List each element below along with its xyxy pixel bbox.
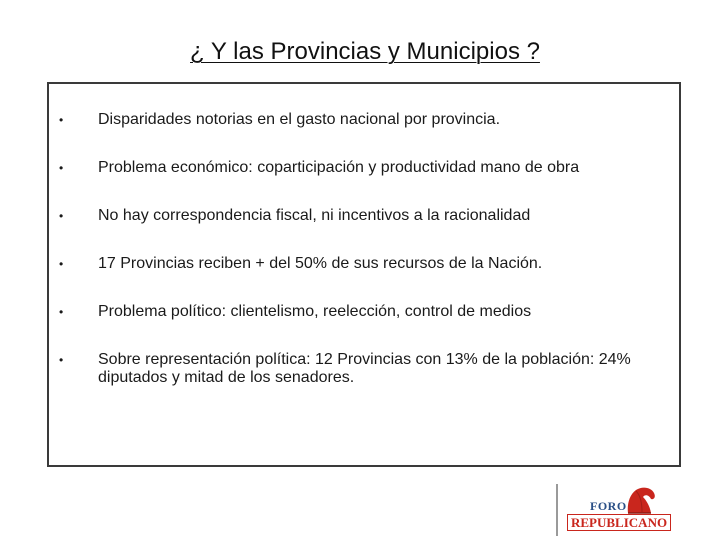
bullet-marker: • xyxy=(59,257,64,271)
bullet-text: Problema económico: coparticipación y productividad mano de obra xyxy=(98,159,580,176)
bullet-marker: • xyxy=(59,161,64,175)
bullet-text: Disparidades notorias en el gasto nacional por provincia. xyxy=(98,111,501,128)
foro-republicano-logo xyxy=(556,482,716,538)
bullet-text: 17 Provincias reciben + del 50% de sus recursos de la Nación. xyxy=(98,255,543,272)
bullet-marker: • xyxy=(59,353,64,367)
logo-divider xyxy=(556,484,558,536)
logo-foro-text: FORO xyxy=(590,499,627,513)
bullet-text: No hay correspondencia fiscal, ni incentivos a la racionalidad xyxy=(98,207,531,224)
bullet-marker: • xyxy=(59,305,64,319)
bullet-text: Sobre representación política: 12 Provincias con 13% de la población: 24% diputados y mitad de los senadores. xyxy=(98,351,631,386)
bullet-marker: • xyxy=(59,209,64,223)
content-box xyxy=(47,82,681,467)
bullet-text: Problema político: clientelismo, reelección, control de medios xyxy=(98,303,532,320)
logo-name-text: REPUBLICANO xyxy=(567,514,671,531)
bullet-marker: • xyxy=(59,113,64,127)
phrygian-cap-icon xyxy=(624,485,658,515)
slide-title: ¿ Y las Provincias y Municipios ? xyxy=(190,38,540,65)
